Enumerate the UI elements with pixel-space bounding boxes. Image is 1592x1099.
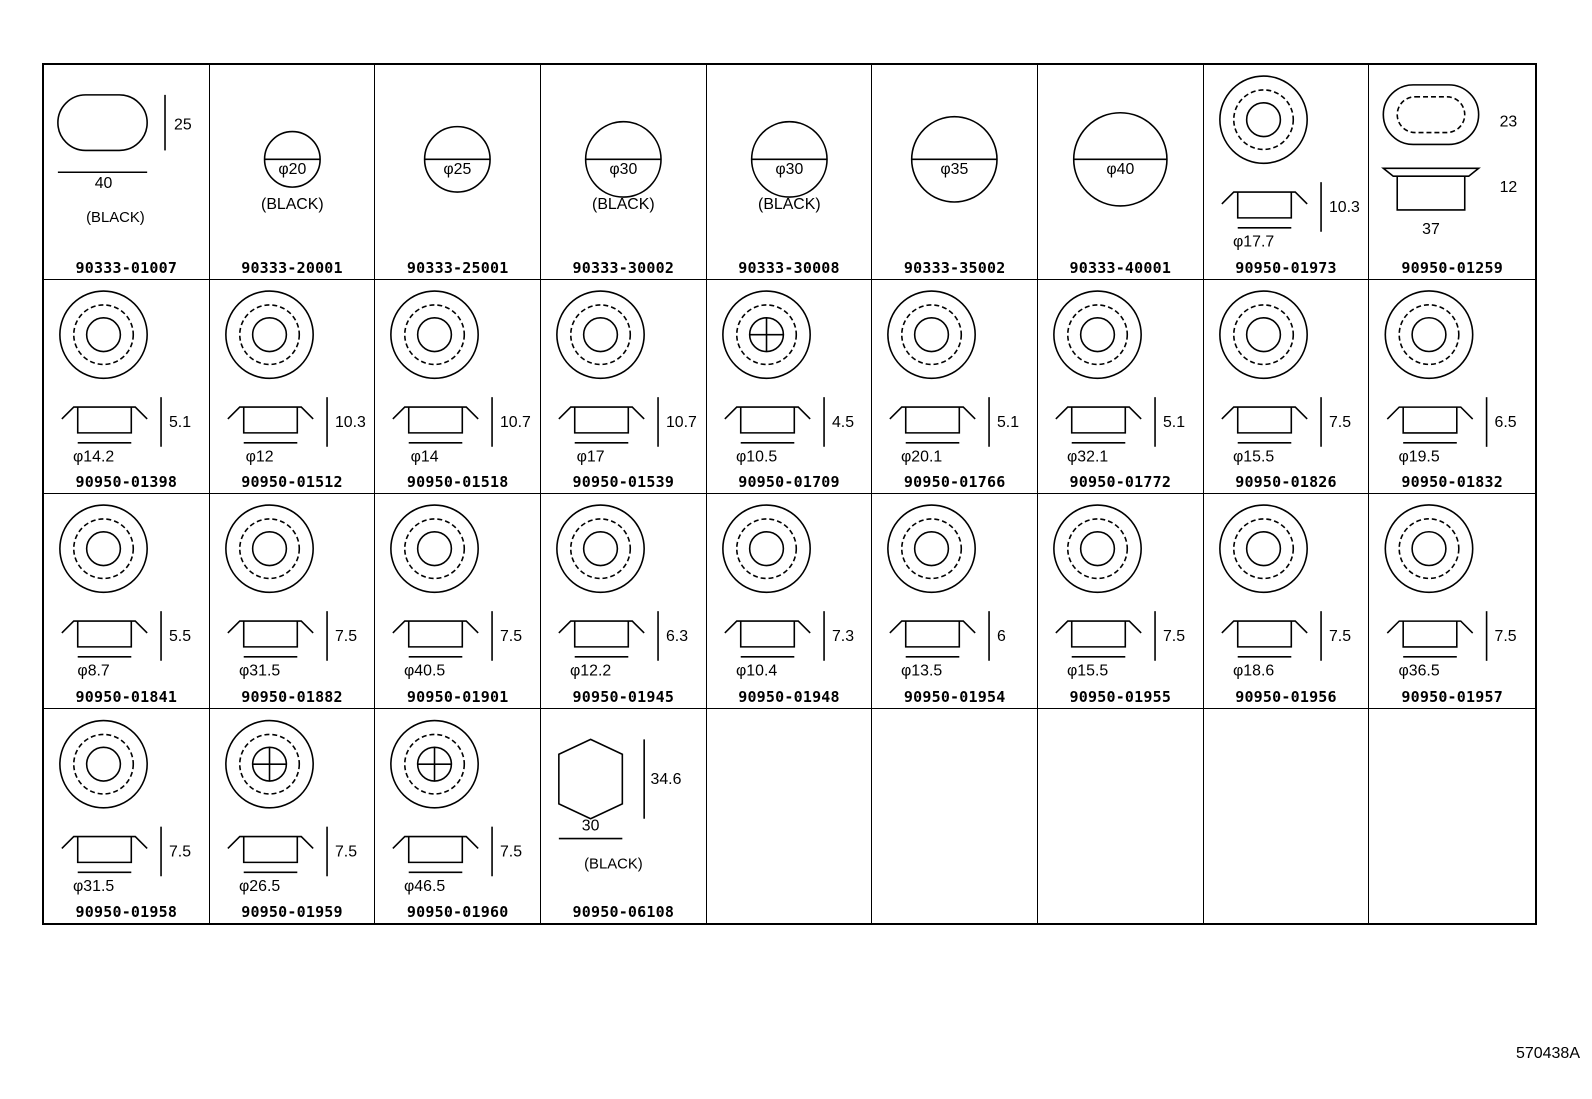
height-label: 10.3 xyxy=(334,413,366,431)
part-number: 90950-01960 xyxy=(406,903,509,921)
part-number: 90333-20001 xyxy=(241,258,343,277)
part-cell xyxy=(44,280,210,495)
part-drawing xyxy=(1038,65,1203,279)
part-drawing xyxy=(1204,494,1369,708)
part-drawing xyxy=(707,65,872,279)
diameter-label: φ31.5 xyxy=(238,662,280,680)
part-drawing xyxy=(541,709,706,924)
part-number: 90950-01901 xyxy=(406,687,509,706)
part-cell xyxy=(541,65,707,280)
part-number: 90333-30008 xyxy=(738,258,840,277)
height-label: 5.5 xyxy=(168,627,192,645)
diameter-label: φ19.5 xyxy=(1398,448,1440,466)
height-label: 10.7 xyxy=(500,413,532,431)
part-number: 90950-01948 xyxy=(738,687,840,706)
part-cell xyxy=(375,709,541,924)
diameter-label: φ10.5 xyxy=(735,448,777,466)
part-number: 90950-01958 xyxy=(75,903,178,921)
part-drawing xyxy=(541,280,706,494)
part-number: 90950-01709 xyxy=(738,473,840,491)
part-cell xyxy=(1038,65,1204,280)
part-number: 90950-01539 xyxy=(572,473,675,491)
part-drawing xyxy=(375,280,540,494)
part-drawing xyxy=(1038,280,1203,494)
part-cell xyxy=(44,709,210,924)
diameter-label: φ31.5 xyxy=(73,877,115,895)
width-label: 30 xyxy=(581,817,600,835)
diameter-label: φ32.1 xyxy=(1067,448,1109,466)
height-label: 6.3 xyxy=(665,627,689,645)
part-cell xyxy=(210,280,376,495)
height-label: 7.5 xyxy=(1328,413,1351,431)
diameter-label: φ13.5 xyxy=(901,662,943,680)
part-cell xyxy=(1369,494,1535,709)
color-note: (BLACK) xyxy=(260,195,324,213)
part-cell xyxy=(375,494,541,709)
part-drawing xyxy=(44,494,209,708)
part-drawing xyxy=(375,65,540,279)
part-drawing xyxy=(1204,65,1369,279)
part-drawing xyxy=(872,65,1037,279)
height-label: 5.1 xyxy=(1162,413,1186,431)
part-number: 90950-01956 xyxy=(1235,687,1337,706)
part-drawing xyxy=(1204,280,1369,494)
part-cell xyxy=(872,280,1038,495)
part-number: 90950-01945 xyxy=(572,687,675,706)
height-label: 7.5 xyxy=(1494,627,1517,645)
part-cell xyxy=(375,280,541,495)
diameter-label: φ40.5 xyxy=(404,662,446,680)
height-label: 10.3 xyxy=(1328,198,1360,216)
part-cell xyxy=(872,65,1038,280)
part-number: 90950-01959 xyxy=(241,903,343,921)
part-drawing xyxy=(44,709,209,924)
part-drawing xyxy=(210,494,375,708)
empty-cell xyxy=(872,709,1038,924)
part-drawing xyxy=(707,494,872,708)
diameter-label: φ15.5 xyxy=(1232,448,1274,466)
color-note: (BLACK) xyxy=(757,195,821,213)
empty-cell xyxy=(1204,709,1370,924)
part-number: 90950-01841 xyxy=(75,687,178,706)
color-note: (BLACK) xyxy=(584,855,643,872)
diameter-label: φ12 xyxy=(245,448,274,466)
diameter-label: φ20 xyxy=(278,161,306,179)
part-cell xyxy=(1204,280,1370,495)
height-label: 7.5 xyxy=(168,842,192,860)
width-label: 40 xyxy=(94,175,113,193)
part-cell xyxy=(1204,65,1370,280)
diameter-label: φ35 xyxy=(940,161,969,179)
part-number: 90950-01398 xyxy=(75,473,178,491)
part-number: 90333-30002 xyxy=(572,258,675,277)
height-label: 6.5 xyxy=(1494,413,1517,431)
part-drawing xyxy=(375,709,540,924)
part-cell xyxy=(872,494,1038,709)
diameter-label: φ25 xyxy=(443,161,472,179)
height-label: 7.5 xyxy=(500,842,523,860)
part-cell xyxy=(707,65,873,280)
width-label: 37 xyxy=(1422,220,1441,238)
diameter-label: φ30 xyxy=(775,161,803,179)
part-number: 90950-01957 xyxy=(1401,687,1503,706)
part-cell xyxy=(541,494,707,709)
part-number: 90950-01954 xyxy=(903,687,1006,706)
part-number: 90950-01259 xyxy=(1401,258,1503,277)
part-cell xyxy=(375,65,541,280)
diameter-label: φ14.2 xyxy=(73,448,115,466)
height-label: 7.3 xyxy=(831,627,854,645)
part-number: 90950-01955 xyxy=(1069,687,1172,706)
part-cell xyxy=(541,280,707,495)
part-drawing xyxy=(210,280,375,494)
part-number: 90333-35002 xyxy=(903,258,1006,277)
part-drawing xyxy=(44,65,209,279)
height-label: 7.5 xyxy=(334,842,357,860)
part-cell xyxy=(210,494,376,709)
height-label: 5.1 xyxy=(997,413,1020,431)
part-drawing xyxy=(872,280,1037,494)
height-label: 7.5 xyxy=(334,627,357,645)
diameter-label: φ14 xyxy=(410,448,439,466)
color-note: (BLACK) xyxy=(86,209,145,226)
part-cell xyxy=(1369,280,1535,495)
diameter-label: φ12.2 xyxy=(570,662,612,680)
empty-cell xyxy=(1038,709,1204,924)
empty-cell xyxy=(1369,709,1535,924)
height-label: 7.5 xyxy=(1162,627,1186,645)
part-cell xyxy=(210,709,376,924)
thickness-label: 12 xyxy=(1499,179,1518,197)
diameter-label: φ30 xyxy=(609,161,638,179)
part-cell xyxy=(707,494,873,709)
part-number: 90950-01826 xyxy=(1235,473,1337,491)
diameter-label: φ15.5 xyxy=(1067,662,1109,680)
part-number: 90950-01512 xyxy=(241,473,343,491)
diameter-label: φ36.5 xyxy=(1398,662,1440,680)
height-label: 4.5 xyxy=(831,413,854,431)
part-number: 90333-01007 xyxy=(75,258,178,277)
diameter-label: φ40 xyxy=(1106,161,1135,179)
part-drawing xyxy=(707,280,872,494)
part-drawing xyxy=(1369,65,1535,279)
part-drawing xyxy=(1369,494,1535,708)
part-number: 90333-25001 xyxy=(406,258,509,277)
height-label: 5.1 xyxy=(168,413,192,431)
illustration-reference: 570438A xyxy=(1515,1045,1580,1062)
part-cell xyxy=(1038,494,1204,709)
part-cell xyxy=(541,709,707,924)
diameter-label: φ46.5 xyxy=(404,877,446,895)
diameter-label: φ18.6 xyxy=(1232,662,1274,680)
diameter-label: φ20.1 xyxy=(901,448,943,466)
part-drawing xyxy=(44,280,209,494)
part-number: 90950-01518 xyxy=(406,473,509,491)
part-cell xyxy=(210,65,376,280)
diameter-label: φ17.7 xyxy=(1232,233,1274,251)
part-drawing xyxy=(210,709,375,924)
part-cell xyxy=(1204,494,1370,709)
part-drawing xyxy=(541,494,706,708)
diameter-label: φ26.5 xyxy=(238,877,280,895)
part-drawing xyxy=(1038,494,1203,708)
height-label: 25 xyxy=(174,116,192,134)
height-label: 6 xyxy=(997,627,1007,645)
parts-grid xyxy=(42,63,1537,925)
part-cell xyxy=(1038,280,1204,495)
part-number: 90333-40001 xyxy=(1069,258,1172,277)
height-label: 23 xyxy=(1499,113,1518,131)
part-cell xyxy=(44,65,210,280)
part-number: 90950-01766 xyxy=(903,473,1006,491)
part-cell xyxy=(1369,65,1535,280)
part-drawing xyxy=(541,65,706,279)
empty-cell xyxy=(707,709,873,924)
part-drawing xyxy=(375,494,540,708)
height-label: 10.7 xyxy=(665,413,697,431)
part-cell xyxy=(44,494,210,709)
part-number: 90950-01882 xyxy=(241,687,343,706)
diameter-label: φ8.7 xyxy=(77,662,110,680)
part-drawing xyxy=(1369,280,1535,494)
color-note: (BLACK) xyxy=(592,195,655,213)
part-number: 90950-06108 xyxy=(572,903,675,921)
height-label: 7.5 xyxy=(500,627,523,645)
part-number: 90950-01832 xyxy=(1401,473,1503,491)
part-number: 90950-01973 xyxy=(1235,258,1337,277)
diameter-label: φ17 xyxy=(576,448,605,466)
height-label: 34.6 xyxy=(650,770,682,788)
height-label: 7.5 xyxy=(1328,627,1351,645)
diameter-label: φ10.4 xyxy=(735,662,777,680)
part-number: 90950-01772 xyxy=(1069,473,1172,491)
part-drawing xyxy=(872,494,1037,708)
part-cell xyxy=(707,280,873,495)
part-drawing xyxy=(210,65,375,279)
